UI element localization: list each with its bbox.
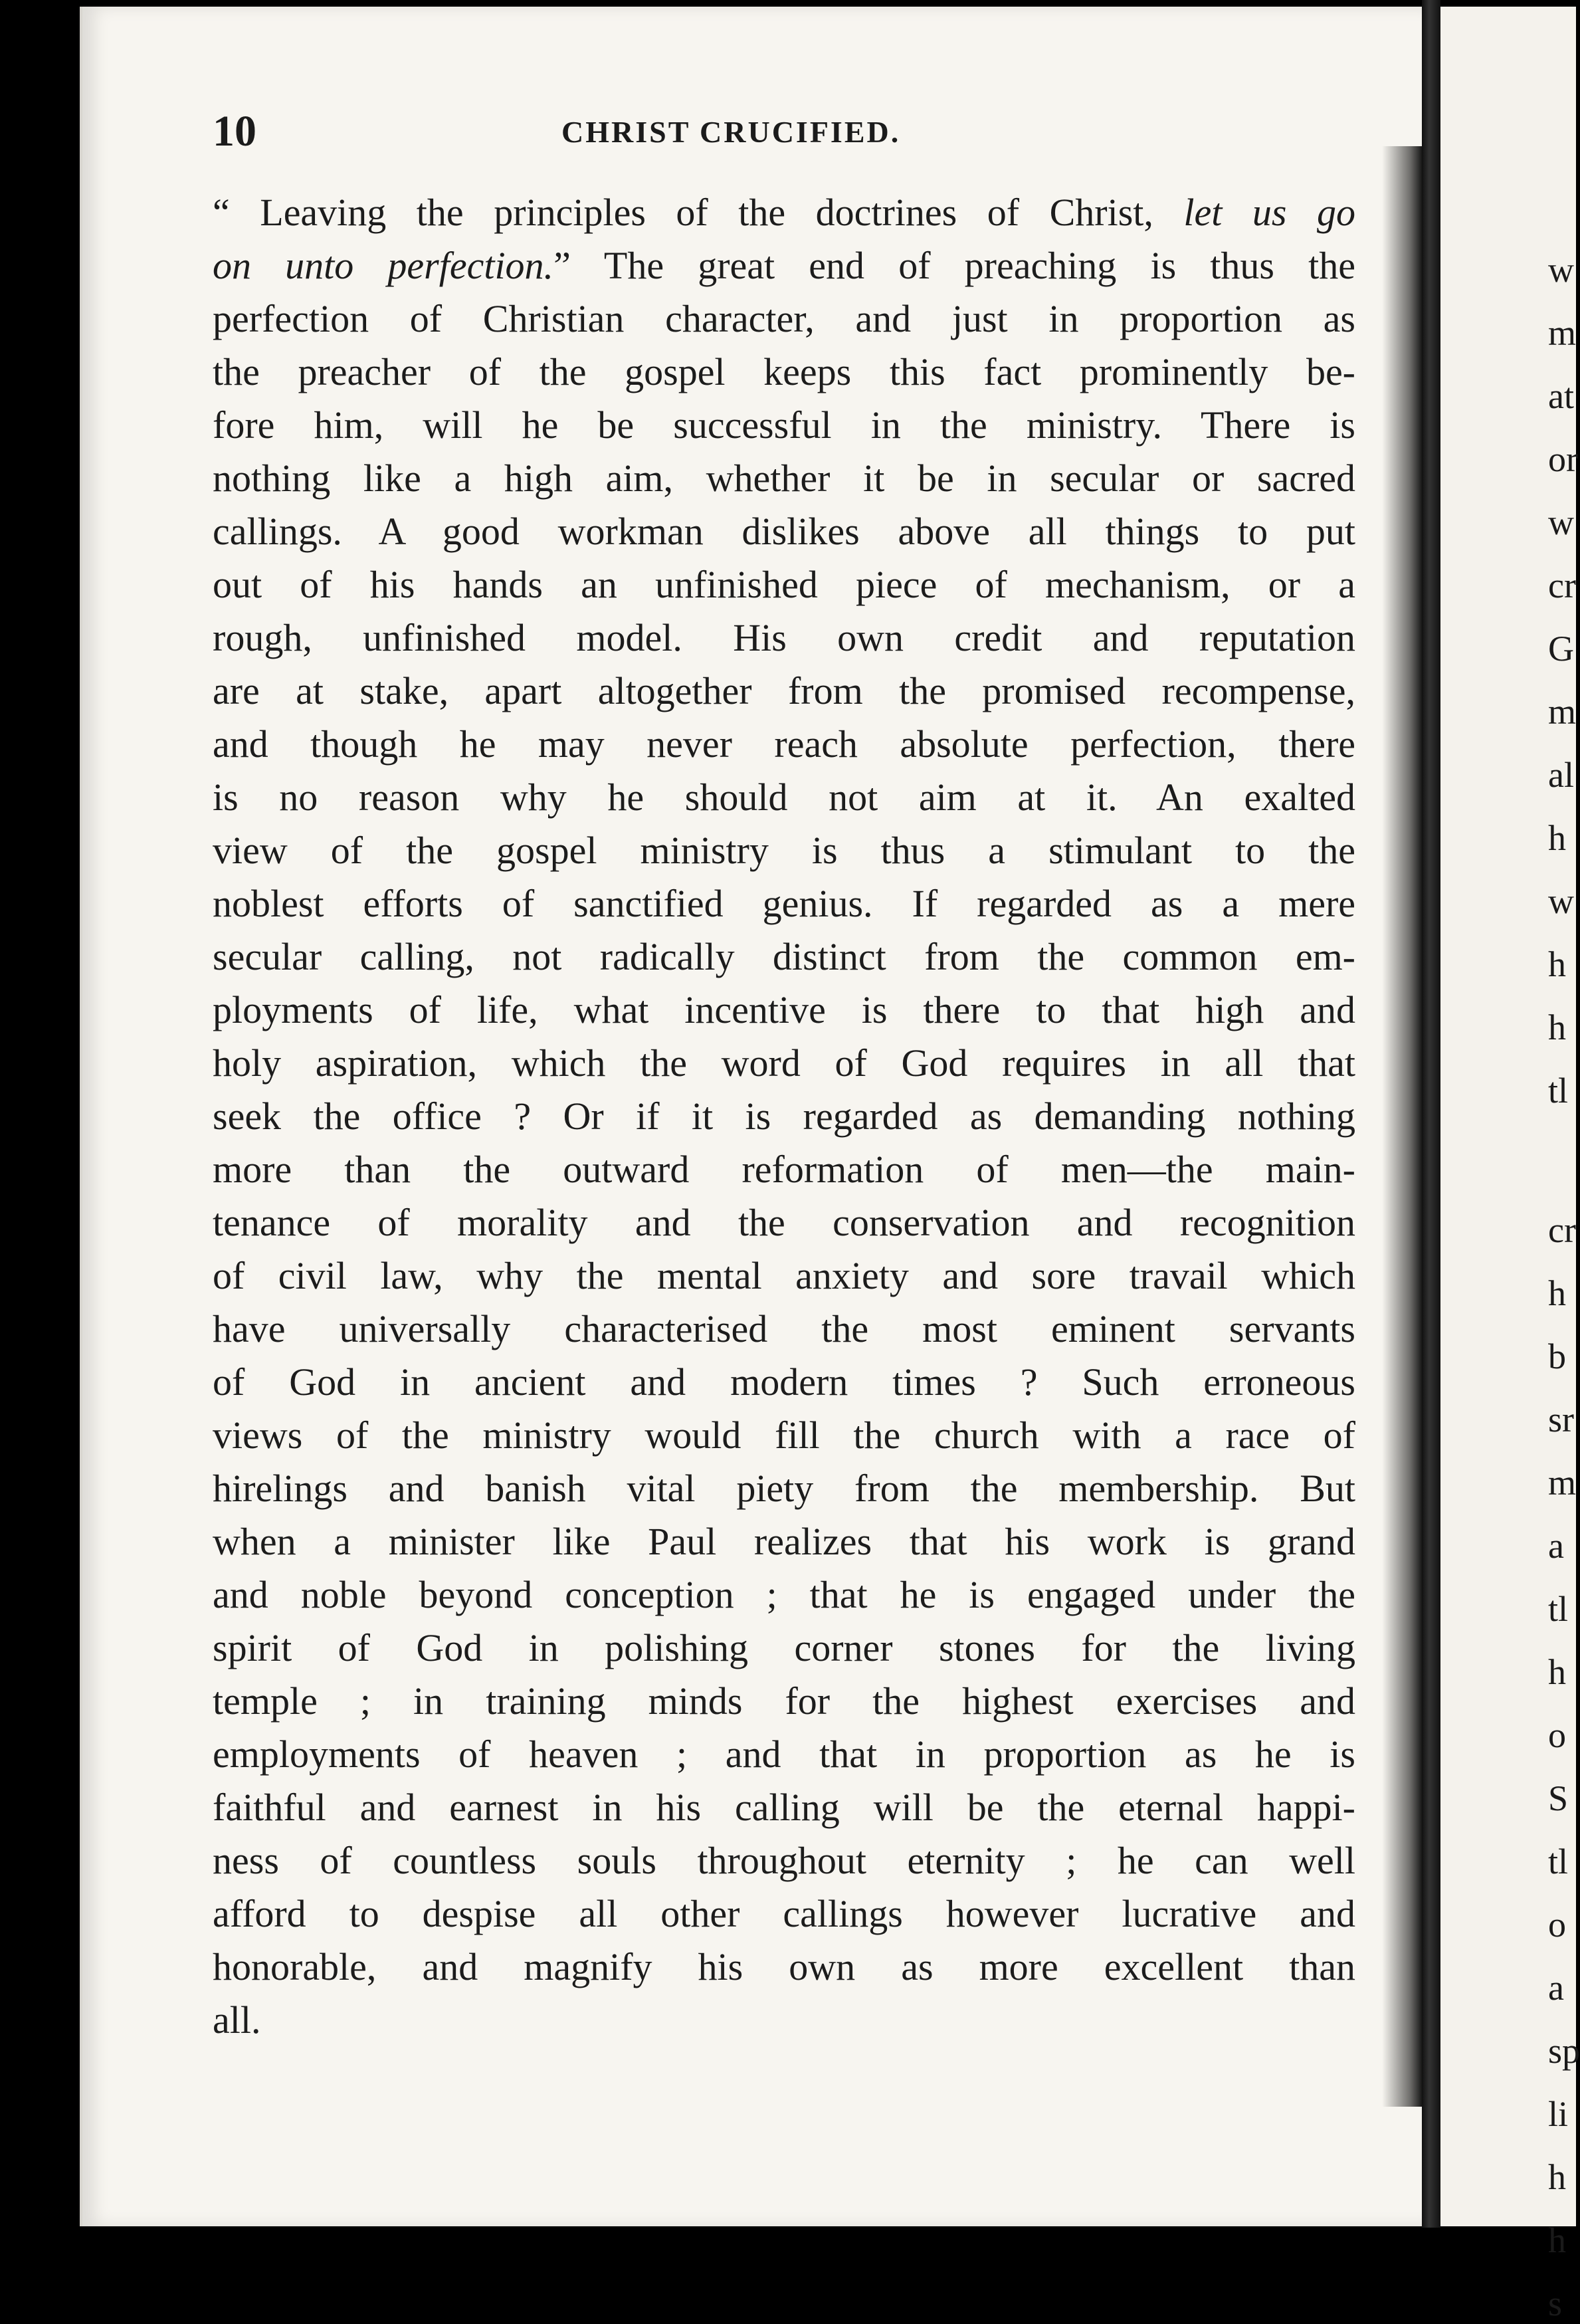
facing-page-fragment: b bbox=[1548, 1336, 1566, 1376]
text-line bbox=[213, 1356, 1355, 1409]
facing-page-fragment: s bbox=[1548, 2283, 1563, 2323]
text-line bbox=[213, 611, 1355, 665]
page-header bbox=[213, 106, 1342, 159]
facing-page-fragment: li bbox=[1548, 2094, 1569, 2134]
text-run: seek the office ? Or if it is regarded as demanding nothing bbox=[213, 1095, 1355, 1138]
text-line bbox=[213, 718, 1355, 771]
facing-page-fragment: tl bbox=[1548, 1842, 1569, 1881]
facing-page-fragment: a bbox=[1548, 1968, 1564, 2008]
text-run: all. bbox=[213, 1998, 261, 2042]
text-line bbox=[213, 1781, 1355, 1834]
facing-page-fragment: h bbox=[1548, 2157, 1566, 2197]
text-run: when a minister like Paul realizes that his work is grand bbox=[213, 1520, 1355, 1563]
text-line bbox=[213, 1834, 1355, 1887]
facing-page-fragment: h bbox=[1548, 1273, 1566, 1313]
facing-page-fragment: m bbox=[1548, 1463, 1577, 1503]
text-line bbox=[213, 1249, 1355, 1303]
facing-page-fragment: tl bbox=[1548, 1589, 1569, 1629]
text-run: holy aspiration, which the word of God requires in all that bbox=[213, 1041, 1355, 1085]
italic-text: on unto perfection. bbox=[213, 244, 554, 287]
text-line bbox=[213, 1622, 1355, 1675]
text-run: ” The great end of preaching is thus the bbox=[553, 244, 1355, 287]
text-line bbox=[213, 558, 1355, 611]
text-line bbox=[213, 665, 1355, 718]
body-text bbox=[213, 186, 1355, 2047]
text-line bbox=[213, 930, 1355, 984]
facing-page-fragment: w bbox=[1548, 502, 1574, 542]
text-run: noblest efforts of sanctified genius. If regarded as a mere bbox=[213, 882, 1355, 925]
facing-page-fragment: m bbox=[1548, 313, 1577, 353]
text-line bbox=[213, 1037, 1355, 1090]
text-line bbox=[213, 771, 1355, 824]
text-line bbox=[213, 1994, 1355, 2047]
facing-page-fragment: w bbox=[1548, 881, 1574, 921]
gutter-shadow bbox=[1382, 146, 1422, 2107]
facing-page-fragment: h bbox=[1548, 1652, 1566, 1692]
facing-page-fragment: tl bbox=[1548, 1071, 1569, 1110]
facing-page-fragment: h bbox=[1548, 2220, 1566, 2260]
text-line bbox=[213, 239, 1355, 292]
text-line bbox=[213, 1462, 1355, 1515]
text-line bbox=[213, 346, 1355, 399]
text-line bbox=[213, 399, 1355, 452]
text-run: ployments of life, what incentive is there to that high and bbox=[213, 988, 1355, 1031]
facing-page-fragment: or bbox=[1548, 439, 1578, 479]
facing-page-fragment: S bbox=[1548, 1778, 1569, 1818]
text-run: tenance of morality and the conservation and recognition bbox=[213, 1201, 1355, 1244]
text-line bbox=[213, 1728, 1355, 1781]
text-line bbox=[213, 877, 1355, 930]
facing-page-fragment: sp bbox=[1548, 2031, 1580, 2071]
facing-page-fragment: cr bbox=[1548, 566, 1576, 605]
facing-page-fragment: al bbox=[1548, 755, 1574, 795]
text-run: callings. A good workman dislikes above all things to put bbox=[213, 510, 1355, 553]
text-run: “ Leaving the principles of the doctrines of Christ, bbox=[213, 191, 1184, 234]
text-run: perfection of Christian character, and just in proportion as bbox=[213, 297, 1355, 340]
text-run: honorable, and magnify his own as more excellent than bbox=[213, 1945, 1355, 1988]
text-run: faithful and earnest in his calling will be the eternal happi- bbox=[213, 1786, 1355, 1829]
facing-page-fragment: o bbox=[1548, 1905, 1566, 1945]
text-line bbox=[213, 452, 1355, 505]
text-line bbox=[213, 1887, 1355, 1941]
text-line bbox=[213, 1090, 1355, 1143]
text-run: and though he may never reach absolute perfection, there bbox=[213, 722, 1355, 766]
facing-page-fragment: at bbox=[1548, 376, 1574, 416]
text-run: fore him, will he be successful in the ministry. There is bbox=[213, 403, 1355, 447]
text-run: more than the outward reformation of men—the main- bbox=[213, 1148, 1355, 1191]
text-line bbox=[213, 1196, 1355, 1249]
facing-page-fragment: sr bbox=[1548, 1400, 1574, 1439]
facing-page-fragment: w bbox=[1548, 250, 1574, 290]
text-line bbox=[213, 186, 1355, 239]
text-line bbox=[213, 1303, 1355, 1356]
facing-page-fragment: o bbox=[1548, 1715, 1566, 1755]
facing-page-fragment: h bbox=[1548, 1007, 1566, 1047]
book-spine bbox=[1422, 0, 1440, 2228]
facing-page-fragment: m bbox=[1548, 692, 1577, 732]
text-run: have universally characterised the most eminent servants bbox=[213, 1307, 1355, 1350]
text-run: rough, unfinished model. His own credit and reputation bbox=[213, 616, 1355, 659]
text-run: and noble beyond conception ; that he is engaged under the bbox=[213, 1573, 1355, 1616]
text-run: of God in ancient and modern times ? Such erroneous bbox=[213, 1360, 1355, 1404]
text-run: view of the gospel ministry is thus a stimulant to the bbox=[213, 829, 1355, 872]
text-line bbox=[213, 1941, 1355, 1994]
text-run: ness of countless souls throughout eternity ; he can well bbox=[213, 1839, 1355, 1882]
book-page-right-partial bbox=[1440, 7, 1580, 2323]
text-line bbox=[213, 1143, 1355, 1196]
running-head: CHRIST CRUCIFIED. bbox=[561, 115, 901, 149]
page-number: 10 bbox=[213, 107, 256, 156]
facing-page-fragment: a bbox=[1548, 1526, 1564, 1566]
text-run: hirelings and banish vital piety from the membership. But bbox=[213, 1467, 1355, 1510]
text-line bbox=[213, 1515, 1355, 1568]
text-line bbox=[213, 505, 1355, 558]
text-line bbox=[213, 1675, 1355, 1728]
text-line bbox=[213, 1568, 1355, 1622]
italic-text: let us go bbox=[1183, 191, 1356, 234]
text-run: of civil law, why the mental anxiety and sore travail which bbox=[213, 1254, 1355, 1297]
text-run: views of the ministry would fill the church with a race of bbox=[213, 1414, 1355, 1457]
text-line bbox=[213, 1409, 1355, 1462]
text-run: out of his hands an unfinished piece of mechanism, or a bbox=[213, 563, 1355, 606]
text-run: secular calling, not radically distinct from the common em- bbox=[213, 935, 1355, 978]
text-run: are at stake, apart altogether from the promised recompense, bbox=[213, 669, 1355, 712]
text-run: the preacher of the gospel keeps this fact prominently be- bbox=[213, 350, 1355, 393]
text-run: temple ; in training minds for the highest exercises and bbox=[213, 1679, 1355, 1723]
text-run: spirit of God in polishing corner stones for the living bbox=[213, 1626, 1355, 1669]
facing-page-fragment: h bbox=[1548, 818, 1566, 858]
text-line bbox=[213, 292, 1355, 346]
text-line bbox=[213, 984, 1355, 1037]
text-run: nothing like a high aim, whether it be in secular or sacred bbox=[213, 457, 1355, 500]
text-run: employments of heaven ; and that in proportion as he is bbox=[213, 1733, 1355, 1776]
facing-page-fragment: cr bbox=[1548, 1210, 1576, 1250]
facing-page-fragment: h bbox=[1548, 944, 1566, 984]
facing-page-fragment: G bbox=[1548, 629, 1574, 669]
text-run: is no reason why he should not aim at it. An exalted bbox=[213, 776, 1355, 819]
text-line bbox=[213, 824, 1355, 877]
text-run: afford to despise all other callings however lucrative and bbox=[213, 1892, 1355, 1935]
